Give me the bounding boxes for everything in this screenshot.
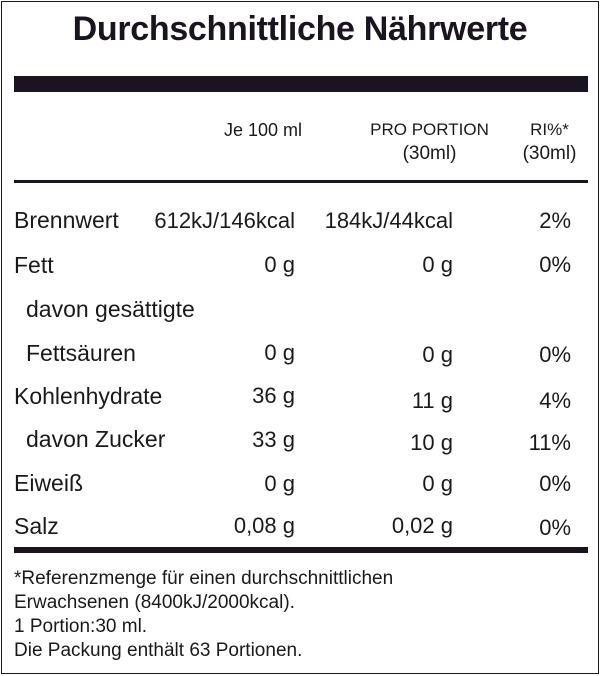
row-zucker-name: davon Zucker (26, 426, 166, 452)
row-brennwert-name: Brennwert (14, 207, 119, 233)
row-fettsaeuren-per100: 0 g (264, 340, 295, 365)
top-thick-rule (14, 76, 588, 92)
header-per-100ml (198, 118, 328, 142)
row-kohlenhydrate-name: Kohlenhydrate (14, 383, 163, 409)
header-ri-percent (507, 118, 592, 166)
row-eiweiss-name: Eiweiß (14, 470, 84, 496)
row-fett-name: Fett (14, 252, 54, 278)
row-zucker-per100: 33 g (252, 427, 295, 452)
row-brennwert-ri: 2% (539, 208, 571, 233)
row-fettsaeuren-portion: 0 g (422, 342, 453, 367)
row-salz-per100: 0,08 g (233, 513, 295, 538)
row-salz-ri: 0% (539, 515, 571, 540)
footnote-line-4: Die Packung enthält 63 Portionen. (14, 640, 303, 661)
row-brennwert-portion: 184kJ/44kcal (324, 208, 453, 233)
footnote-line-2: Erwachsenen (8400kJ/2000kcal). (14, 592, 295, 613)
footnote-line-1: *Referenzmenge für einen durchschnittlichen (14, 568, 394, 589)
header-ri-line1: RI%* (530, 120, 569, 139)
row-eiweiss-per100: 0 g (264, 471, 295, 496)
row-kohlenhydrate-ri: 4% (539, 388, 571, 413)
row-zucker-ri: 11% (528, 430, 571, 455)
header-per-100ml-text: Je 100 ml (223, 120, 303, 140)
row-eiweiss-ri: 0% (539, 471, 571, 496)
row-gesaettigte-name: davon gesättigte (26, 296, 195, 322)
page-title: Durchschnittliche Nährwerte (72, 10, 528, 48)
row-fettsaeuren-ri: 0% (539, 342, 571, 367)
bottom-rule (14, 547, 588, 553)
row-salz-portion: 0,02 g (391, 513, 453, 538)
nutrition-label (1, 1, 599, 674)
row-fettsaeuren-name: Fettsäuren (26, 340, 136, 366)
header-divider (14, 180, 588, 183)
row-fett-per100: 0 g (264, 252, 295, 277)
header-per-portion-line1: PRO PORTION (370, 120, 489, 139)
footnote (14, 567, 393, 663)
row-kohlenhydrate-per100: 36 g (252, 383, 295, 408)
row-salz-name: Salz (14, 513, 59, 539)
header-per-portion-line2: (30ml) (402, 143, 457, 164)
row-brennwert-per100: 612kJ/146kcal (154, 208, 295, 233)
row-zucker-portion: 10 g (410, 430, 453, 455)
header-per-portion (357, 118, 502, 166)
row-eiweiss-portion: 0 g (422, 471, 453, 496)
footnote-line-3: 1 Portion:30 ml. (14, 616, 148, 637)
row-fett-portion: 0 g (422, 252, 453, 277)
header-ri-line2: (30ml) (522, 143, 577, 164)
row-kohlenhydrate-portion: 11 g (411, 388, 453, 413)
row-fett-ri: 0% (539, 252, 571, 277)
